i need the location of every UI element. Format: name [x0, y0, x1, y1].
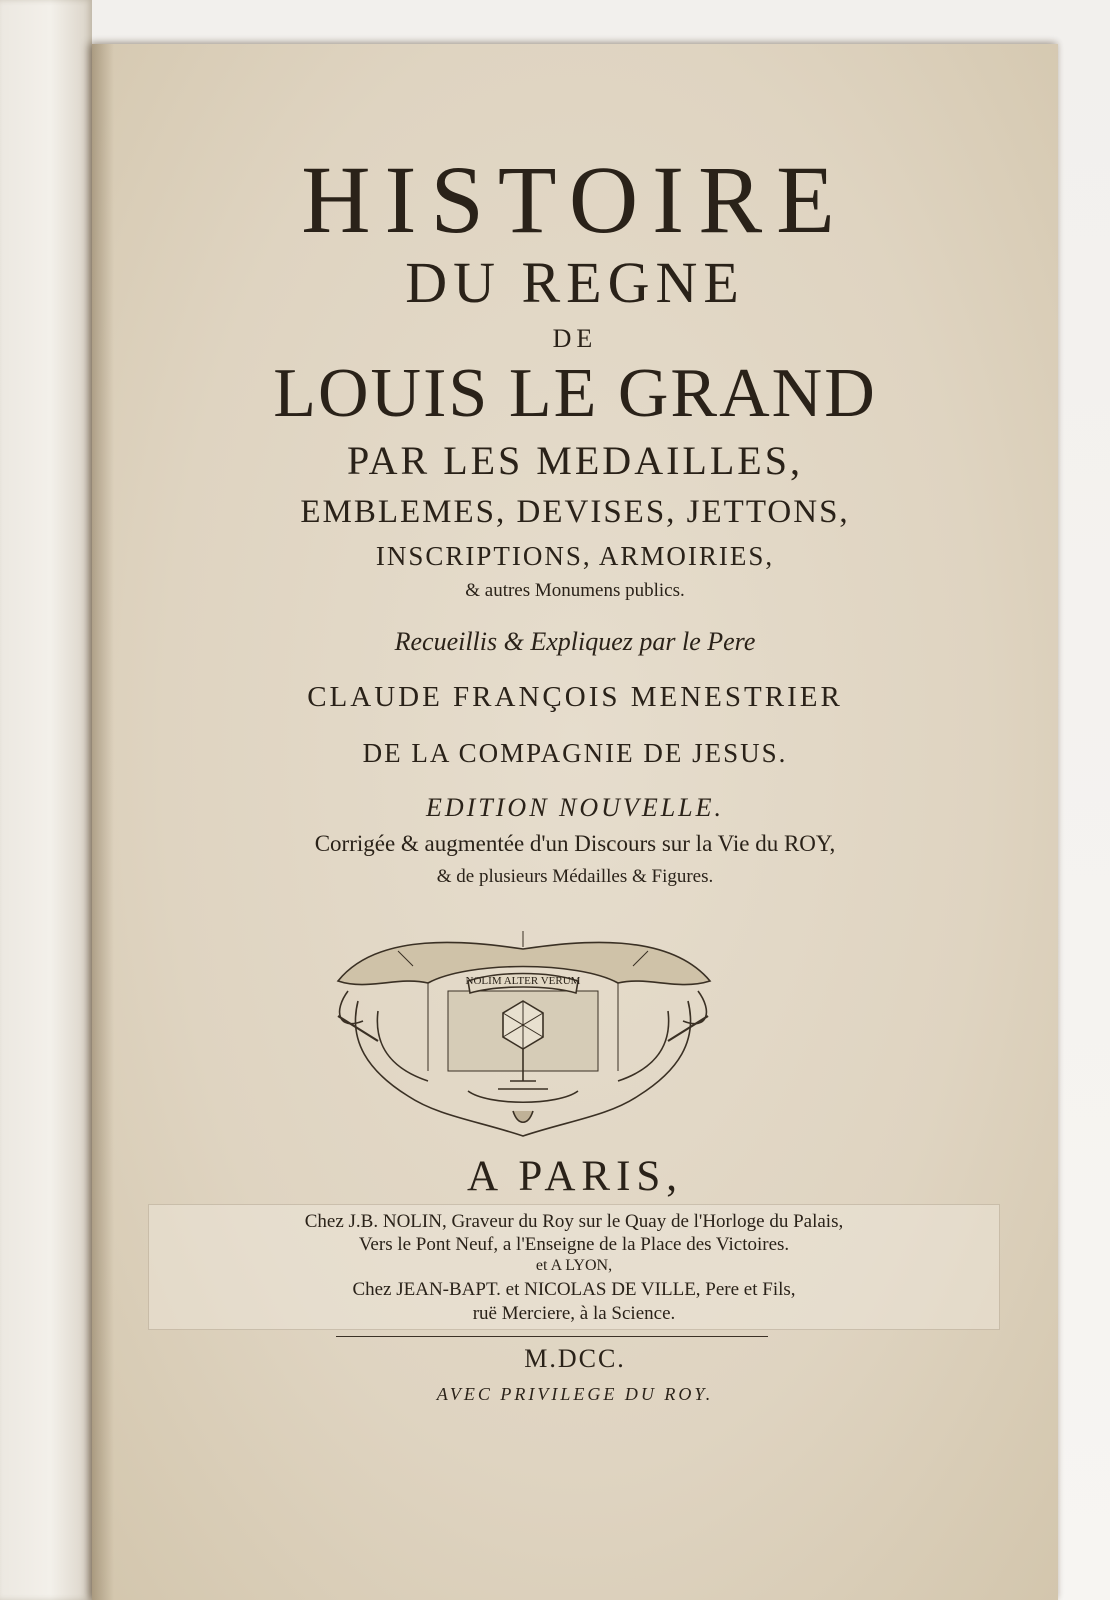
- edition-note-2: & de plusieurs Médailles & Figures.: [436, 866, 714, 887]
- divider-rule: [336, 1336, 768, 1337]
- place-paris: A PARIS,: [466, 1153, 684, 1200]
- title-main: HISTOIRE: [301, 146, 849, 253]
- imprint-line-3: et A LYON,: [535, 1257, 613, 1274]
- imprint-line-1: Chez J.B. NOLIN, Graveur du Roy sur le Quay de l'Horloge du Palais,: [304, 1211, 844, 1232]
- religious-order: DE LA COMPAGNIE DE JESUS.: [362, 738, 788, 768]
- subtitle-line-2: EMBLEMES, DEVISES, JETTONS,: [300, 494, 850, 530]
- previous-page-edge: [0, 0, 92, 1600]
- title-line-4: LOUIS LE GRAND: [273, 355, 877, 432]
- subtitle-line-1: PAR LES MEDAILLES,: [347, 438, 803, 483]
- engraved-vignette: [318, 921, 728, 1146]
- imprint-line-4: Chez JEAN-BAPT. et NICOLAS DE VILLE, Pere et Fils,: [352, 1279, 796, 1300]
- imprint-line-5: ruë Merciere, à la Science.: [472, 1303, 676, 1324]
- collected-by: Recueillis & Expliquez par le Pere: [394, 627, 756, 656]
- imprint-line-2: Vers le Pont Neuf, a l'Enseigne de la Place des Victoires.: [358, 1234, 790, 1255]
- edition-note-1: Corrigée & augmentée d'un Discours sur la Vie du ROY,: [314, 831, 836, 856]
- subtitle-line-4: & autres Monumens publics.: [465, 580, 685, 601]
- title-line-3: DE: [552, 324, 598, 353]
- subtitle-line-3: INSCRIPTIONS, ARMOIRIES,: [375, 541, 775, 571]
- imprint-block: [148, 1204, 1000, 1330]
- privilege-line: AVEC PRIVILEGE DU ROY.: [436, 1384, 714, 1404]
- edition-label: EDITION NOUVELLE.: [425, 793, 724, 822]
- publication-year: M.DCC.: [524, 1344, 626, 1373]
- vignette-motto: NOLIM ALTER VERUM: [465, 975, 581, 987]
- title-page: [92, 44, 1058, 1600]
- author-name: CLAUDE FRANÇOIS MENESTRIER: [307, 681, 843, 713]
- title-line-2: DU REGNE: [405, 250, 745, 315]
